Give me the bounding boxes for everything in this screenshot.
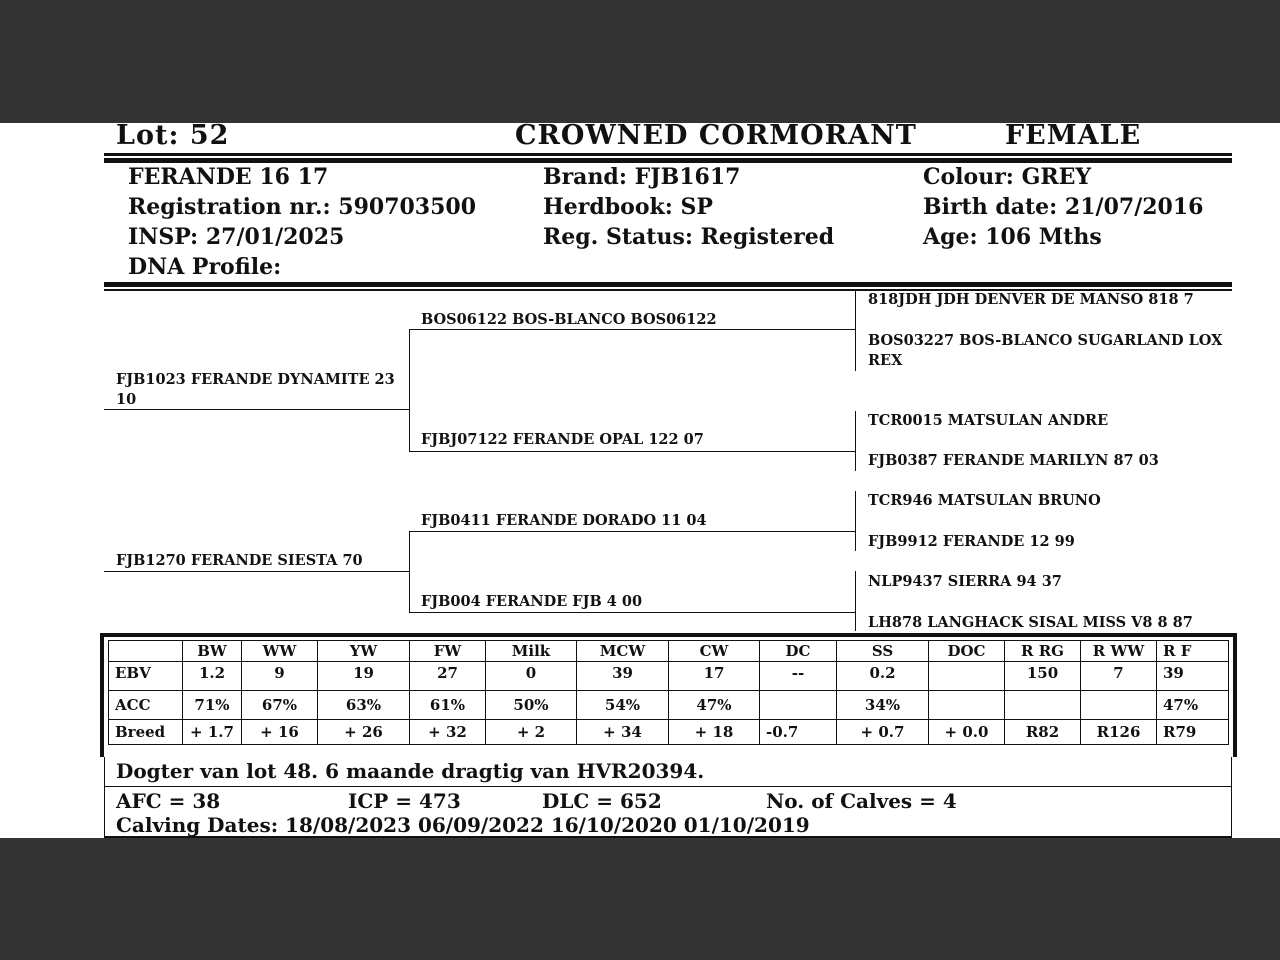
table-cell: + 32 bbox=[410, 720, 486, 745]
pedigree-ggp-3: TCR0015 MATSULAN ANDRE bbox=[868, 412, 1109, 429]
table-cell: 39 bbox=[577, 662, 669, 691]
table-header-row bbox=[109, 641, 1229, 662]
pedigree-line bbox=[104, 571, 409, 572]
dlc: DLC = 652 bbox=[542, 789, 662, 813]
pedigree-bracket bbox=[409, 531, 410, 612]
registration-status: Reg. Status: Registered bbox=[543, 224, 835, 250]
column-header: DOC bbox=[929, 641, 1005, 662]
column-header: FW bbox=[410, 641, 486, 662]
afc: AFC = 38 bbox=[116, 789, 221, 813]
number-of-calves: No. of Calves = 4 bbox=[766, 789, 957, 813]
column-header bbox=[109, 641, 183, 662]
animal-info-col1 bbox=[128, 162, 476, 282]
calving-dates: Calving Dates: 18/08/2023 06/09/2022 16/10/2020 01/10/2019 bbox=[116, 813, 810, 837]
table-cell: 7 bbox=[1081, 662, 1157, 691]
table-cell: + 34 bbox=[577, 720, 669, 745]
pedigree-bracket bbox=[855, 291, 856, 371]
pedigree-line bbox=[409, 329, 855, 330]
animal-info-col2 bbox=[543, 162, 834, 252]
column-header: MCW bbox=[577, 641, 669, 662]
pedigree-ggp-7: NLP9437 SIERRA 94 37 bbox=[868, 573, 1062, 590]
table-cell bbox=[929, 691, 1005, 720]
row-header: Breed bbox=[109, 720, 183, 745]
row-header: ACC bbox=[109, 691, 183, 720]
column-header: R F bbox=[1157, 641, 1229, 662]
registration-number: Registration nr.: 590703500 bbox=[128, 194, 477, 220]
table-cell: 150 bbox=[1005, 662, 1081, 691]
column-header: R RG bbox=[1005, 641, 1081, 662]
column-header: YW bbox=[318, 641, 410, 662]
insp-date: INSP: 27/01/2025 bbox=[128, 224, 345, 250]
table-cell bbox=[1081, 691, 1157, 720]
table-frame-top bbox=[100, 633, 1237, 637]
table-cell: 67% bbox=[242, 691, 318, 720]
notes-divider bbox=[104, 786, 1232, 787]
brand: Brand: FJB1617 bbox=[543, 164, 741, 190]
table-frame-right bbox=[1233, 633, 1237, 757]
dna-profile: DNA Profile: bbox=[128, 254, 282, 280]
table-cell: R126 bbox=[1081, 720, 1157, 745]
pedigree-bracket bbox=[855, 411, 856, 471]
pedigree-line bbox=[409, 612, 855, 613]
pedigree-line bbox=[104, 409, 409, 410]
pedigree-ggp-2: BOS03227 BOS-BLANCO SUGARLAND LOX REX bbox=[868, 332, 1223, 369]
table-cell: 61% bbox=[410, 691, 486, 720]
table-cell: R82 bbox=[1005, 720, 1081, 745]
table-cell: 47% bbox=[1157, 691, 1229, 720]
pedigree-dam-dam: FJB004 FERANDE FJB 4 00 bbox=[421, 593, 643, 610]
colour: Colour: GREY bbox=[923, 164, 1092, 190]
notes-border-left bbox=[104, 757, 105, 838]
column-header: SS bbox=[837, 641, 929, 662]
pedigree-line bbox=[409, 531, 855, 532]
column-header: BW bbox=[183, 641, 242, 662]
table-cell: 63% bbox=[318, 691, 410, 720]
pedigree-dam-sire: FJB0411 FERANDE DORADO 11 04 bbox=[421, 512, 707, 529]
table-row bbox=[109, 691, 1229, 720]
table-cell: 1.2 bbox=[183, 662, 242, 691]
table-cell bbox=[760, 691, 837, 720]
table-cell: 27 bbox=[410, 662, 486, 691]
table-cell: 19 bbox=[318, 662, 410, 691]
column-header: WW bbox=[242, 641, 318, 662]
table-cell: + 16 bbox=[242, 720, 318, 745]
divider bbox=[104, 282, 1232, 287]
table-cell: 9 bbox=[242, 662, 318, 691]
table-cell: 0.2 bbox=[837, 662, 929, 691]
notes-border-right bbox=[1231, 757, 1232, 838]
table-cell: + 2 bbox=[486, 720, 577, 745]
column-header: CW bbox=[669, 641, 760, 662]
table-cell bbox=[1005, 691, 1081, 720]
pedigree-ggp-6: FJB9912 FERANDE 12 99 bbox=[868, 533, 1075, 550]
pedigree-bracket bbox=[855, 571, 856, 631]
herdbook: Herdbook: SP bbox=[543, 194, 713, 220]
table-cell: 50% bbox=[486, 691, 577, 720]
table-cell bbox=[929, 662, 1005, 691]
pedigree-sire-dam: FJBJ07122 FERANDE OPAL 122 07 bbox=[421, 431, 704, 448]
lot-comment: Dogter van lot 48. 6 maande dragtig van HVR20394. bbox=[116, 759, 705, 783]
animal-name: FERANDE 16 17 bbox=[128, 164, 329, 190]
table-cell: 47% bbox=[669, 691, 760, 720]
table-frame-left bbox=[100, 633, 104, 757]
table-row bbox=[109, 662, 1229, 691]
table-cell: 17 bbox=[669, 662, 760, 691]
pedigree-ggp-8: LH878 LANGHACK SISAL MISS V8 8 87 bbox=[868, 614, 1193, 631]
pedigree-ggp-4: FJB0387 FERANDE MARILYN 87 03 bbox=[868, 452, 1159, 469]
table-cell: + 0.0 bbox=[929, 720, 1005, 745]
breed-title: CROWNED CORMORANT bbox=[515, 120, 917, 151]
table-cell: -0.7 bbox=[760, 720, 837, 745]
column-header: Milk bbox=[486, 641, 577, 662]
table-cell: + 18 bbox=[669, 720, 760, 745]
pedigree-sire-sire: BOS06122 BOS-BLANCO BOS06122 bbox=[421, 311, 717, 328]
table-cell: 34% bbox=[837, 691, 929, 720]
pedigree-ggp-5: TCR946 MATSULAN BRUNO bbox=[868, 492, 1101, 509]
pedigree-ggp-1: 818JDH JDH DENVER DE MANSO 818 7 bbox=[868, 291, 1194, 308]
icp: ICP = 473 bbox=[348, 789, 461, 813]
table-cell: -- bbox=[760, 662, 837, 691]
lot-number: Lot: 52 bbox=[116, 120, 230, 151]
age: Age: 106 Mths bbox=[923, 224, 1102, 250]
column-header: DC bbox=[760, 641, 837, 662]
pedigree-dam: FJB1270 FERANDE SIESTA 70 bbox=[116, 552, 363, 569]
table-cell: + 1.7 bbox=[183, 720, 242, 745]
pedigree-sire: FJB1023 FERANDE DYNAMITE 23 10 bbox=[116, 371, 395, 408]
divider bbox=[104, 153, 1232, 156]
performance-table bbox=[108, 640, 1229, 745]
pedigree-line bbox=[409, 451, 855, 452]
table-cell: 39 bbox=[1157, 662, 1229, 691]
birth-date: Birth date: 21/07/2016 bbox=[923, 194, 1204, 220]
column-header: R WW bbox=[1081, 641, 1157, 662]
row-header: EBV bbox=[109, 662, 183, 691]
animal-info-col3 bbox=[923, 162, 1203, 252]
table-cell: 71% bbox=[183, 691, 242, 720]
lot-sheet bbox=[0, 120, 1280, 838]
sex-label: FEMALE bbox=[1005, 120, 1142, 151]
table-cell: + 0.7 bbox=[837, 720, 929, 745]
table-cell: R79 bbox=[1157, 720, 1229, 745]
pedigree-bracket bbox=[409, 329, 410, 451]
table-row bbox=[109, 720, 1229, 745]
table-cell: + 26 bbox=[318, 720, 410, 745]
pedigree-bracket bbox=[855, 491, 856, 551]
table-cell: 0 bbox=[486, 662, 577, 691]
table-cell: 54% bbox=[577, 691, 669, 720]
